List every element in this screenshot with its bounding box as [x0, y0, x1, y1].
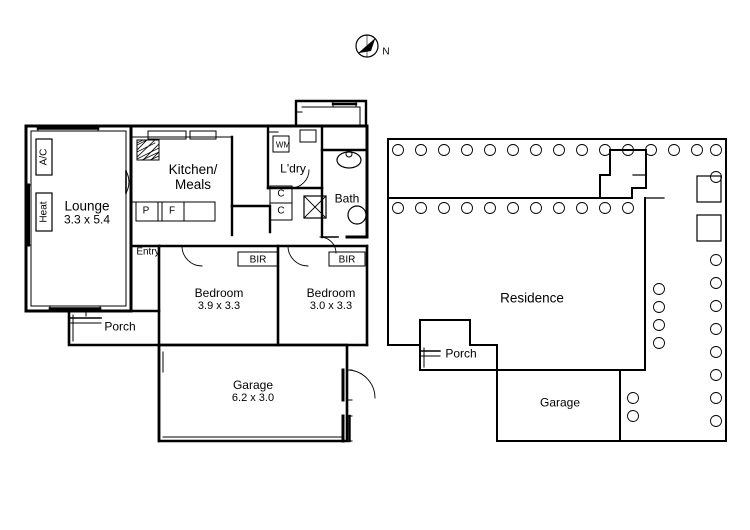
room-label-lounge: Lounge 3.3 x 5.4 [63, 198, 111, 227]
annotation-ac: A/C [38, 148, 50, 166]
annotation-pantry: P [142, 205, 150, 217]
site-label-garage: Garage [539, 395, 581, 410]
site-label-porch: Porch [445, 346, 477, 361]
north-compass [356, 35, 378, 57]
annotation-washing-machine: WM [275, 140, 291, 150]
room-label-entry: Entry [136, 246, 160, 258]
compass-north-label: N [382, 46, 390, 58]
room-label-laundry: L'dry [280, 161, 306, 176]
room-label-garage: Garage 6.2 x 3.0 [231, 378, 275, 405]
annotation-bir-2: BIR [338, 254, 356, 266]
annotation-cupboard-1: C [277, 188, 285, 200]
annotation-cupboard-2: C [277, 205, 285, 217]
room-label-kitchen: Kitchen/ Meals [168, 161, 218, 192]
site-label-residence: Residence [500, 290, 564, 306]
room-label-porch: Porch [104, 319, 136, 334]
room-label-bath: Bath [334, 191, 360, 206]
annotation-bir-1: BIR [249, 254, 267, 266]
annotation-heat: Heat [38, 201, 50, 223]
annotation-fridge: F [168, 205, 176, 217]
room-label-bedroom-2: Bedroom 3.0 x 3.3 [306, 286, 356, 313]
room-label-bedroom-1: Bedroom 3.9 x 3.3 [194, 286, 244, 313]
